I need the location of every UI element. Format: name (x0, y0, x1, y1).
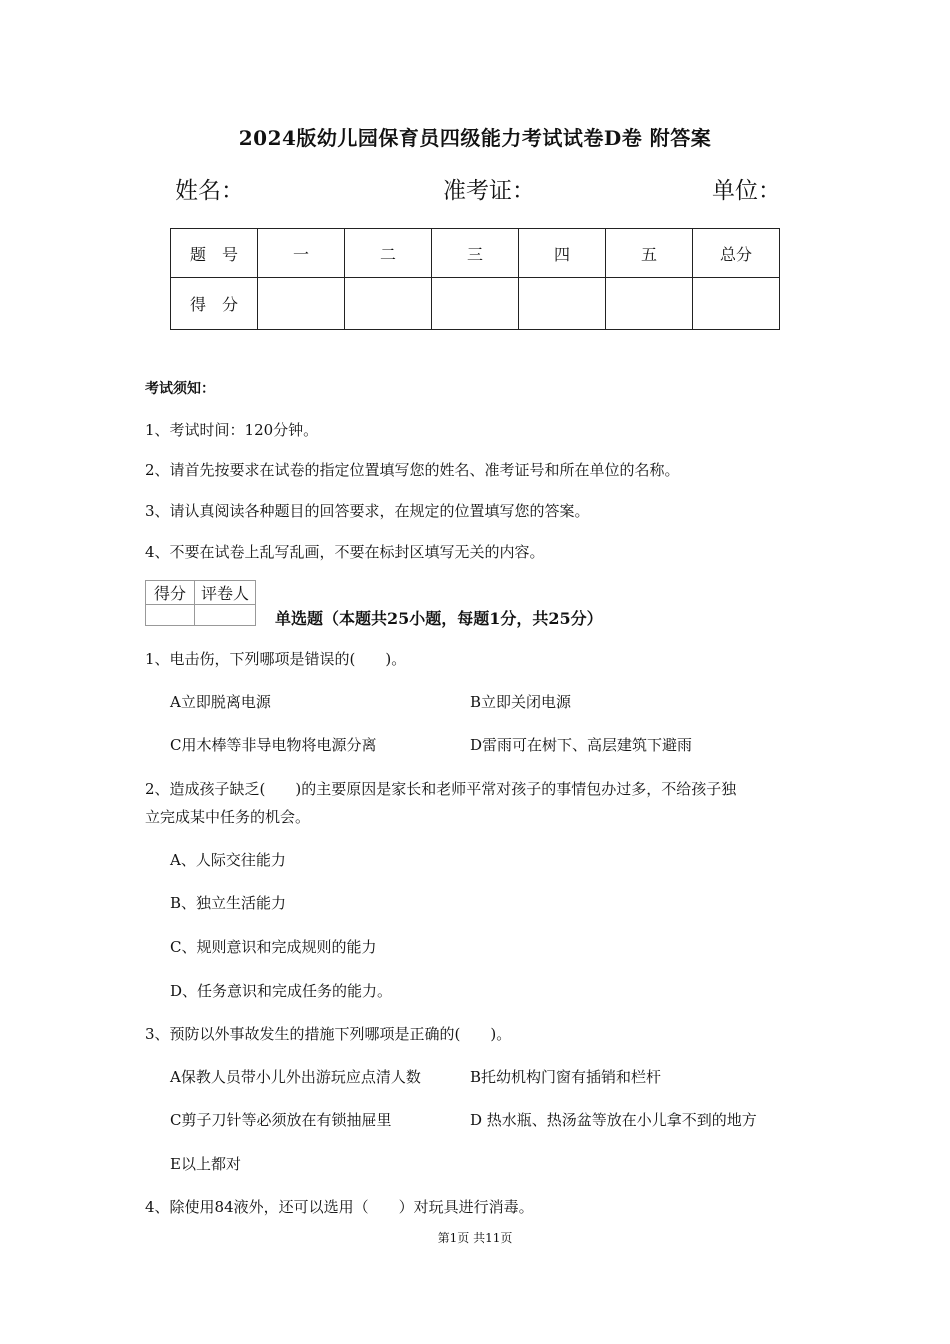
exam-id-field-label: 准考证： (443, 178, 535, 204)
question-1-option-c: C用木棒等非导电物将电源分离 (170, 736, 377, 754)
score-table-score-row (171, 278, 780, 330)
notice-item: 2、请首先按要求在试卷的指定位置填写您的姓名、准考证号和所在单位的名称。 (145, 461, 680, 479)
question-3-option-a: A保教人员带小儿外出游玩应点清人数 (170, 1068, 421, 1086)
score-table-row-label: 得 分 (171, 278, 258, 330)
question-4-stem: 4、除使用84液外，还可以选用（ ）对玩具进行消毒。 (145, 1198, 534, 1216)
question-3-option-c: C剪子刀针等必须放在有锁抽屉里 (170, 1111, 392, 1129)
grader-score-cell[interactable] (146, 605, 195, 626)
question-1-option-b: B立即关闭电源 (470, 693, 572, 711)
notice-item: 4、不要在试卷上乱写乱画，不要在标封区填写无关的内容。 (145, 543, 545, 561)
grader-name-cell[interactable] (195, 605, 256, 626)
question-1-option-a: A立即脱离电源 (170, 693, 271, 711)
question-3-option-e: E以上都对 (170, 1155, 241, 1173)
grader-score-label: 得分 (146, 581, 195, 605)
question-2-option-d: D、任务意识和完成任务的能力。 (170, 982, 393, 1000)
score-cell[interactable] (432, 278, 519, 330)
question-2-option-b: B、独立生活能力 (170, 894, 287, 912)
name-field-label: 姓名： (175, 178, 244, 204)
notice-item: 1、考试时间：120分钟。 (145, 421, 319, 439)
score-cell[interactable] (345, 278, 432, 330)
question-2-option-a: A、人际交往能力 (170, 851, 286, 869)
question-2-stem-line-1: 2、造成孩子缺乏( )的主要原因是家长和老师平常对孩子的事情包办过多，不给孩子独 (145, 780, 737, 798)
score-table-header-cell: 五 (606, 229, 693, 278)
page-footer: 第1页 共11页 (437, 1231, 513, 1245)
question-3-stem: 3、预防以外事故发生的措施下列哪项是正确的( )。 (145, 1025, 512, 1043)
grader-box (145, 580, 256, 626)
question-2-option-c: C、规则意识和完成规则的能力 (170, 938, 377, 956)
section-title: 单选题（本题共25小题，每题1分，共25分） (275, 609, 603, 628)
score-table-header-cell: 三 (432, 229, 519, 278)
score-cell[interactable] (606, 278, 693, 330)
score-table (170, 228, 780, 330)
score-cell[interactable] (693, 278, 780, 330)
score-table-header-row (171, 229, 780, 278)
unit-field-label: 单位： (712, 178, 781, 204)
question-1-option-d: D雷雨可在树下、高层建筑下避雨 (470, 736, 693, 754)
question-3-option-b: B托幼机构门窗有插销和栏杆 (470, 1068, 662, 1086)
question-1-stem: 1、电击伤，下列哪项是错误的( )。 (145, 650, 407, 668)
question-3-option-d: D 热水瓶、热汤盆等放在小儿拿不到的地方 (470, 1111, 757, 1129)
notice-item: 3、请认真阅读各种题目的回答要求，在规定的位置填写您的答案。 (145, 502, 590, 520)
notice-heading: 考试须知： (145, 381, 215, 397)
score-table-header-cell: 一 (258, 229, 345, 278)
score-cell[interactable] (519, 278, 606, 330)
grader-name-label: 评卷人 (195, 581, 256, 605)
score-table-header-cell: 总分 (693, 229, 780, 278)
score-table-header-cell: 四 (519, 229, 606, 278)
score-table-header-cell: 题 号 (171, 229, 258, 278)
page-title: 2024版幼儿园保育员四级能力考试试卷D卷 附答案 (238, 126, 712, 150)
score-table-header-cell: 二 (345, 229, 432, 278)
score-cell[interactable] (258, 278, 345, 330)
question-2-stem-line-2: 立完成某中任务的机会。 (145, 808, 311, 826)
